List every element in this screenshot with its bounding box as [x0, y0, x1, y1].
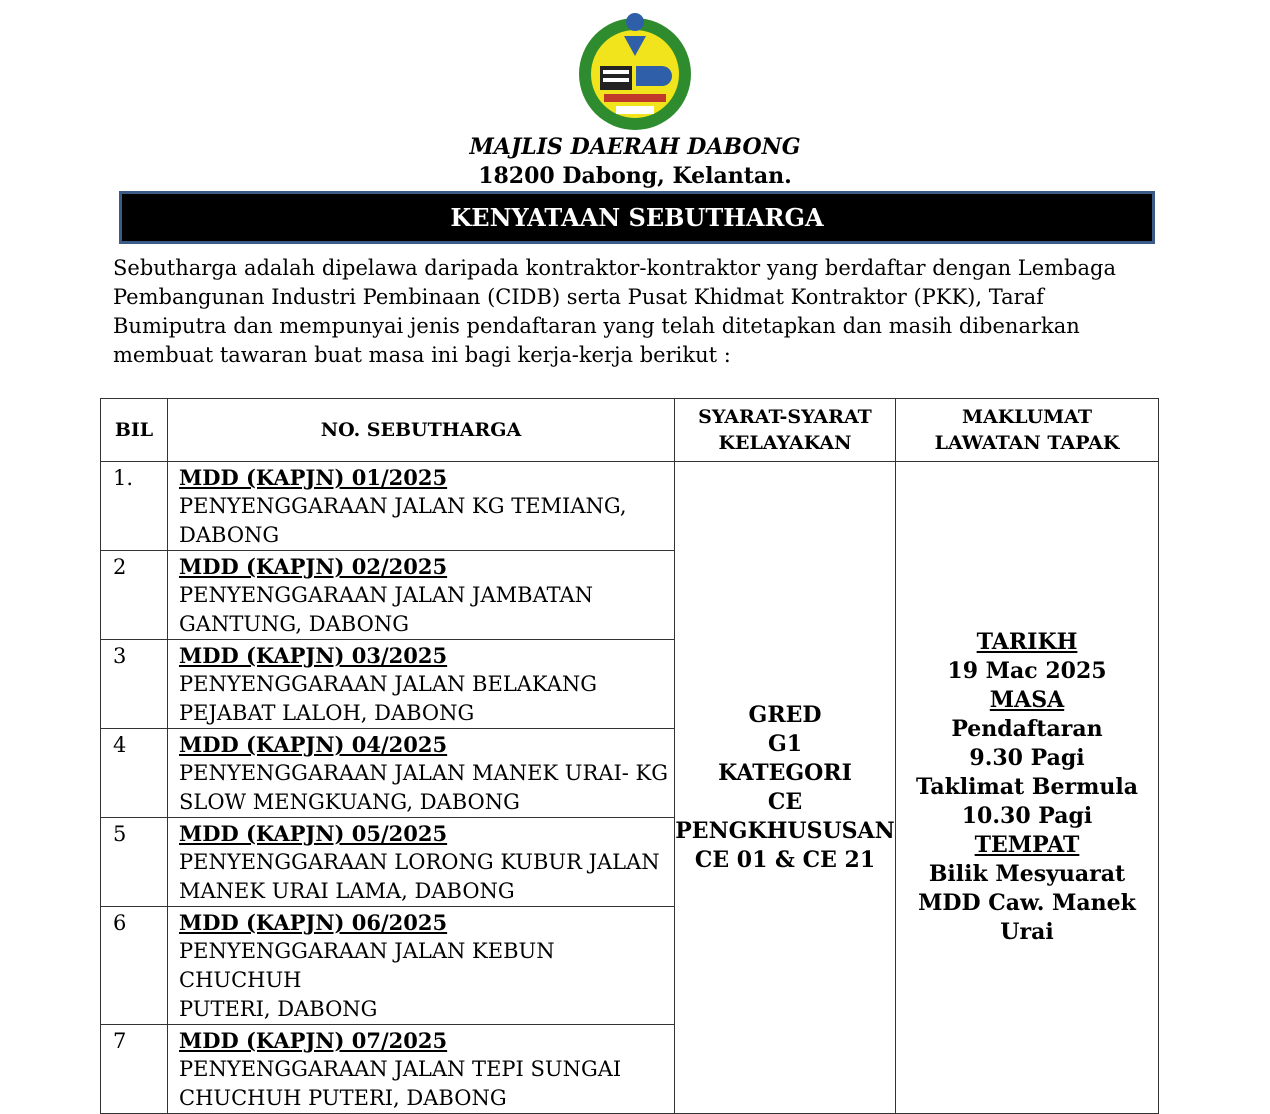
quotation-ref: MDD (KAPJN) 05/2025	[179, 821, 448, 846]
kelayakan-cell: GRED G1 KATEGORI CE PENGKHUSUSAN CE 01 & CE 21	[675, 462, 896, 1114]
row-bil: 3	[101, 640, 168, 729]
tarikh-label: TARIKH	[976, 629, 1078, 655]
table-row	[101, 462, 1159, 551]
intro-line: membuat tawaran buat masa ini bagi kerja-kerja berikut :	[113, 343, 731, 367]
intro-line: Bumiputra dan mempunyai jenis pendaftaran yang telah ditetapkan dan masih dibenarkan	[113, 314, 1080, 338]
masa-label: MASA	[989, 687, 1065, 713]
row-bil: 7	[101, 1025, 168, 1114]
row-description: MDD (KAPJN) 05/2025 PENYENGGARAAN LORONG KUBUR JALAN MANEK URAI LAMA, DABONG	[168, 818, 675, 907]
header-syarat-kelayakan: SYARAT-SYARAT KELAYAKAN	[675, 399, 896, 462]
quotation-ref: MDD (KAPJN) 02/2025	[179, 554, 448, 579]
row-description: MDD (KAPJN) 06/2025 PENYENGGARAAN JALAN KEBUN CHUCHUH PUTERI, DABONG	[168, 907, 675, 1025]
row-description: MDD (KAPJN) 07/2025 PENYENGGARAAN JALAN TEPI SUNGAI CHUCHUH PUTERI, DABONG	[168, 1025, 675, 1114]
quotation-ref: MDD (KAPJN) 04/2025	[179, 732, 448, 757]
tarikh-value: 19 Mac 2025	[947, 658, 1107, 684]
table-header-row	[101, 399, 1159, 462]
row-bil: 4	[101, 729, 168, 818]
notice-title-banner	[119, 191, 1155, 244]
quotation-ref: MDD (KAPJN) 07/2025	[179, 1028, 448, 1053]
quotation-ref: MDD (KAPJN) 01/2025	[179, 465, 448, 490]
intro-paragraph	[113, 254, 1153, 370]
crest-logo-icon	[572, 8, 698, 134]
header-no-sebutharga: NO. SEBUTHARGA	[168, 399, 675, 462]
notice-title: KENYATAAN SEBUTHARGA	[450, 203, 824, 232]
quotation-ref: MDD (KAPJN) 03/2025	[179, 643, 448, 668]
row-bil: 1.	[101, 462, 168, 551]
row-description: MDD (KAPJN) 02/2025 PENYENGGARAAN JALAN JAMBATAN GANTUNG, DABONG	[168, 551, 675, 640]
organization-address: 18200 Dabong, Kelantan.	[478, 163, 792, 189]
row-bil: 2	[101, 551, 168, 640]
header-bil: BIL	[101, 399, 168, 462]
intro-line: Sebutharga adalah dipelawa daripada kontraktor-kontraktor yang berdaftar dengan Lembaga	[113, 256, 1116, 280]
row-description: MDD (KAPJN) 03/2025 PENYENGGARAAN JALAN BELAKANG PEJABAT LALOH, DABONG	[168, 640, 675, 729]
row-description: MDD (KAPJN) 01/2025 PENYENGGARAAN JALAN KG TEMIANG, DABONG	[168, 462, 675, 551]
row-description: MDD (KAPJN) 04/2025 PENYENGGARAAN JALAN MANEK URAI- KG SLOW MENGKUANG, DABONG	[168, 729, 675, 818]
organization-name: MAJLIS DAERAH DABONG	[469, 134, 801, 160]
intro-line: Pembangunan Industri Pembinaan (CIDB) serta Pusat Khidmat Kontraktor (PKK), Taraf	[113, 285, 1044, 309]
quotation-table	[100, 398, 1159, 1114]
header-maklumat-lawatan: MAKLUMAT LAWATAN TAPAK	[896, 399, 1159, 462]
lawatan-tapak-cell: TARIKH 19 Mac 2025 MASA Pendaftaran 9.30 Pagi Taklimat Bermula 10.30 Pagi TEMPAT Bilik Mesyuarat MDD Caw. Manek Urai	[896, 462, 1159, 1114]
tempat-label: TEMPAT	[974, 832, 1080, 858]
row-bil: 5	[101, 818, 168, 907]
row-bil: 6	[101, 907, 168, 1025]
quotation-ref: MDD (KAPJN) 06/2025	[179, 910, 448, 935]
